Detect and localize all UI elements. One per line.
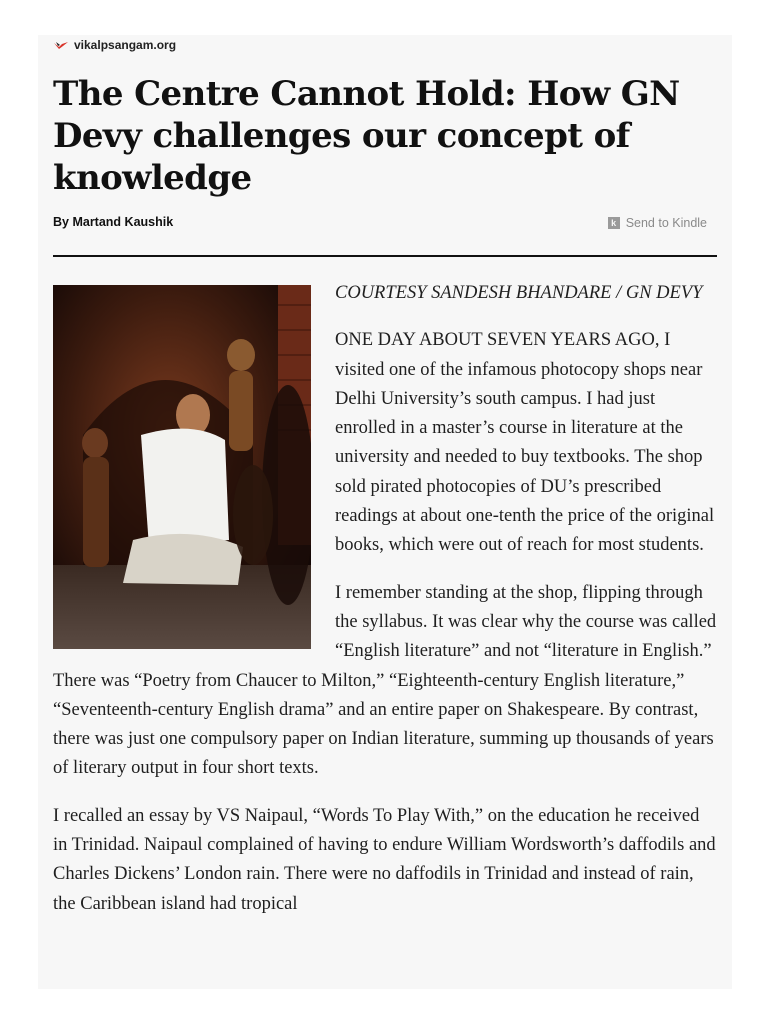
- photo-caption: COURTESY SANDESH BHANDARE / GN DEVY: [335, 283, 703, 303]
- paragraph-2: I remember standing at the shop, flipping through the syllabus. It was clear why the course was called “English literature” and not “literature in English.” There was “Poetry from Chaucer to Milton,” “Eighteenth-century English literature,” “Seventeenth-century English drama” and an entire paper on Shakespeare. By contrast, there was just one compulsory paper on Indian literature, summing up thousands of years of literary output in four short texts.: [53, 582, 717, 779]
- source-site-label: vikalpsangam.org: [74, 38, 177, 52]
- article-photo: [53, 285, 311, 649]
- vikalpsangam-bird-icon: [53, 40, 69, 50]
- kindle-icon: k: [608, 217, 620, 229]
- send-to-kindle-label: Send to Kindle: [625, 216, 707, 230]
- article-body: [53, 279, 717, 937]
- paragraph-3: I recalled an essay by VS Naipaul, “Words To Play With,” on the education he received in Trinidad. Naipaul complained of having to endure William Wordsworth’s daffodils and Charles Dickens’ London rain. There were no daffodils in Trinidad and instead of rain, the Caribbean island had tropical: [53, 805, 716, 914]
- paragraph-1: ONE DAY ABOUT SEVEN YEARS AGO, I visited one of the infamous photocopy shops near Delhi University’s south campus. I had just enrolled in a master’s course in literature at the university and needed to buy textbooks. The shop sold pirated photocopies of DU’s prescribed readings at about one-tenth the price of the original books, which were out of reach for most students.: [335, 330, 715, 556]
- article-page: [38, 35, 732, 989]
- gn-devy-photo: [53, 285, 311, 649]
- send-to-kindle-button[interactable]: [608, 216, 707, 230]
- source-site[interactable]: [53, 38, 176, 52]
- title-divider: [53, 255, 717, 257]
- article-title: The Centre Cannot Hold: How GN Devy challenges our concept of knowledge: [53, 74, 680, 198]
- article-byline: By Martand Kaushik: [53, 215, 174, 229]
